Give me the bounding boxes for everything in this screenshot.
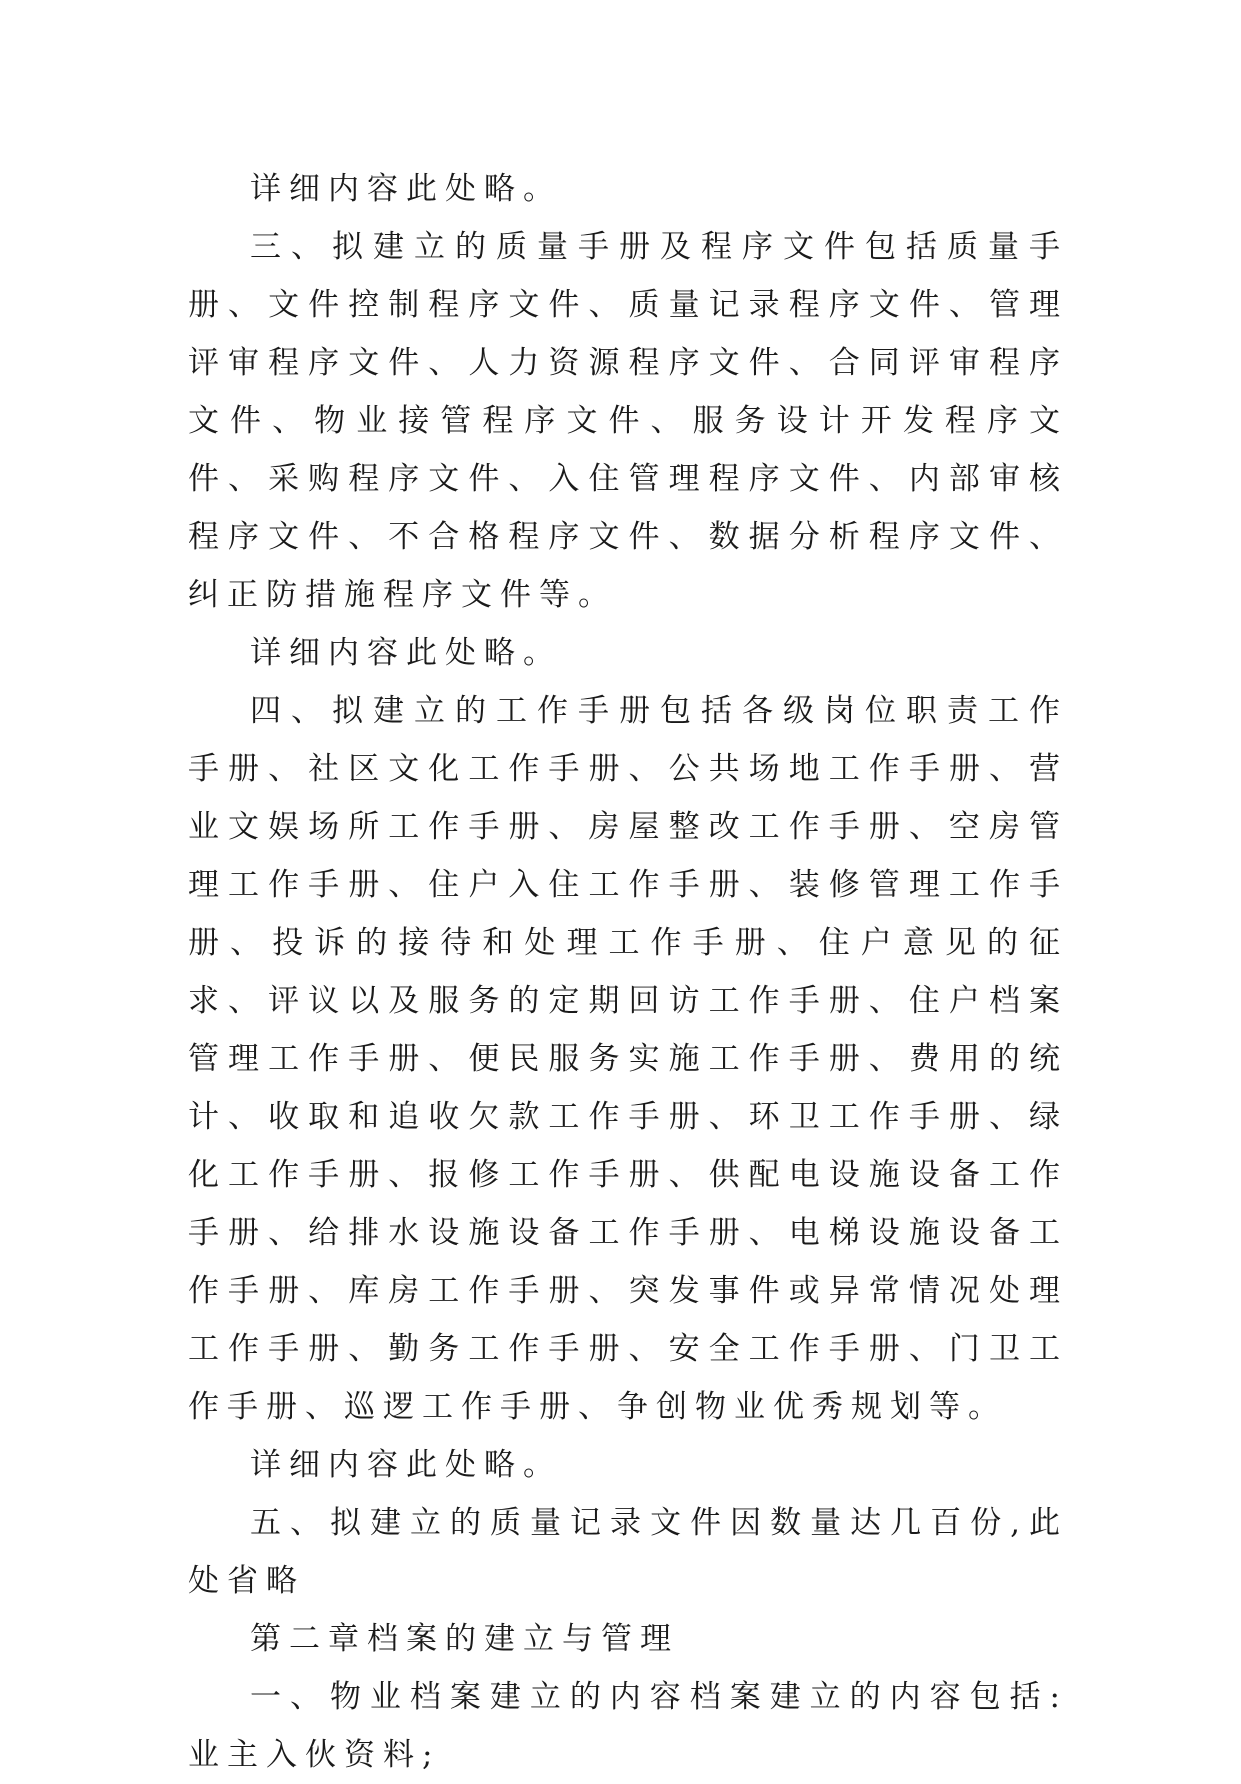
paragraph-archive-content: 一、物业档案建立的内容档案建立的内容包括:业主入伙资料; — [188, 1679, 1068, 1773]
paragraph-work-manual: 四、拟建立的工作手册包括各级岗位职责工作手册、社区文化工作手册、公共场地工作手册、营业文娱场所工作手册、房屋整改工作手册、空房管理工作手册、住户入住工作手册、装修管理工作手册、投诉的接待和处理工作手册、住户意见的征求、评议以及服务的定期回访工作手册、住户档案管理工作手册、便民服务实施工作手册、费用的统计、收取和追收欠款工作手册、环卫工作手册、绿化工作手册、报修工作手册、供配电设施设备工作手册、给排水设施设备工作手册、电梯设施设备工作手册、库房工作手册、突发事件或异常情况处理工作手册、勤务工作手册、安全工作手册、门卫工作手册、巡逻工作手册、争创物业优秀规划等。 — [188, 693, 1068, 1425]
paragraph-quality-manual: 三、拟建立的质量手册及程序文件包括质量手册、文件控制程序文件、质量记录程序文件、管理评审程序文件、人力资源程序文件、合同评审程序文件、物业接管程序文件、服务设计开发程序文件、采购程序文件、入住管理程序文件、内部审核程序文件、不合格程序文件、数据分析程序文件、纠正防措施程序文件等。 — [188, 229, 1068, 613]
paragraph-detail-omitted-1: 详细内容此处略。 — [250, 171, 562, 207]
chapter-heading: 第二章档案的建立与管理 — [250, 1621, 679, 1657]
paragraph-quality-records: 五、拟建立的质量记录文件因数量达几百份,此处省略 — [188, 1505, 1068, 1599]
paragraph-detail-omitted-2: 详细内容此处略。 — [250, 635, 562, 671]
paragraph-detail-omitted-3: 详细内容此处略。 — [250, 1447, 562, 1483]
document-body — [188, 160, 1068, 1784]
